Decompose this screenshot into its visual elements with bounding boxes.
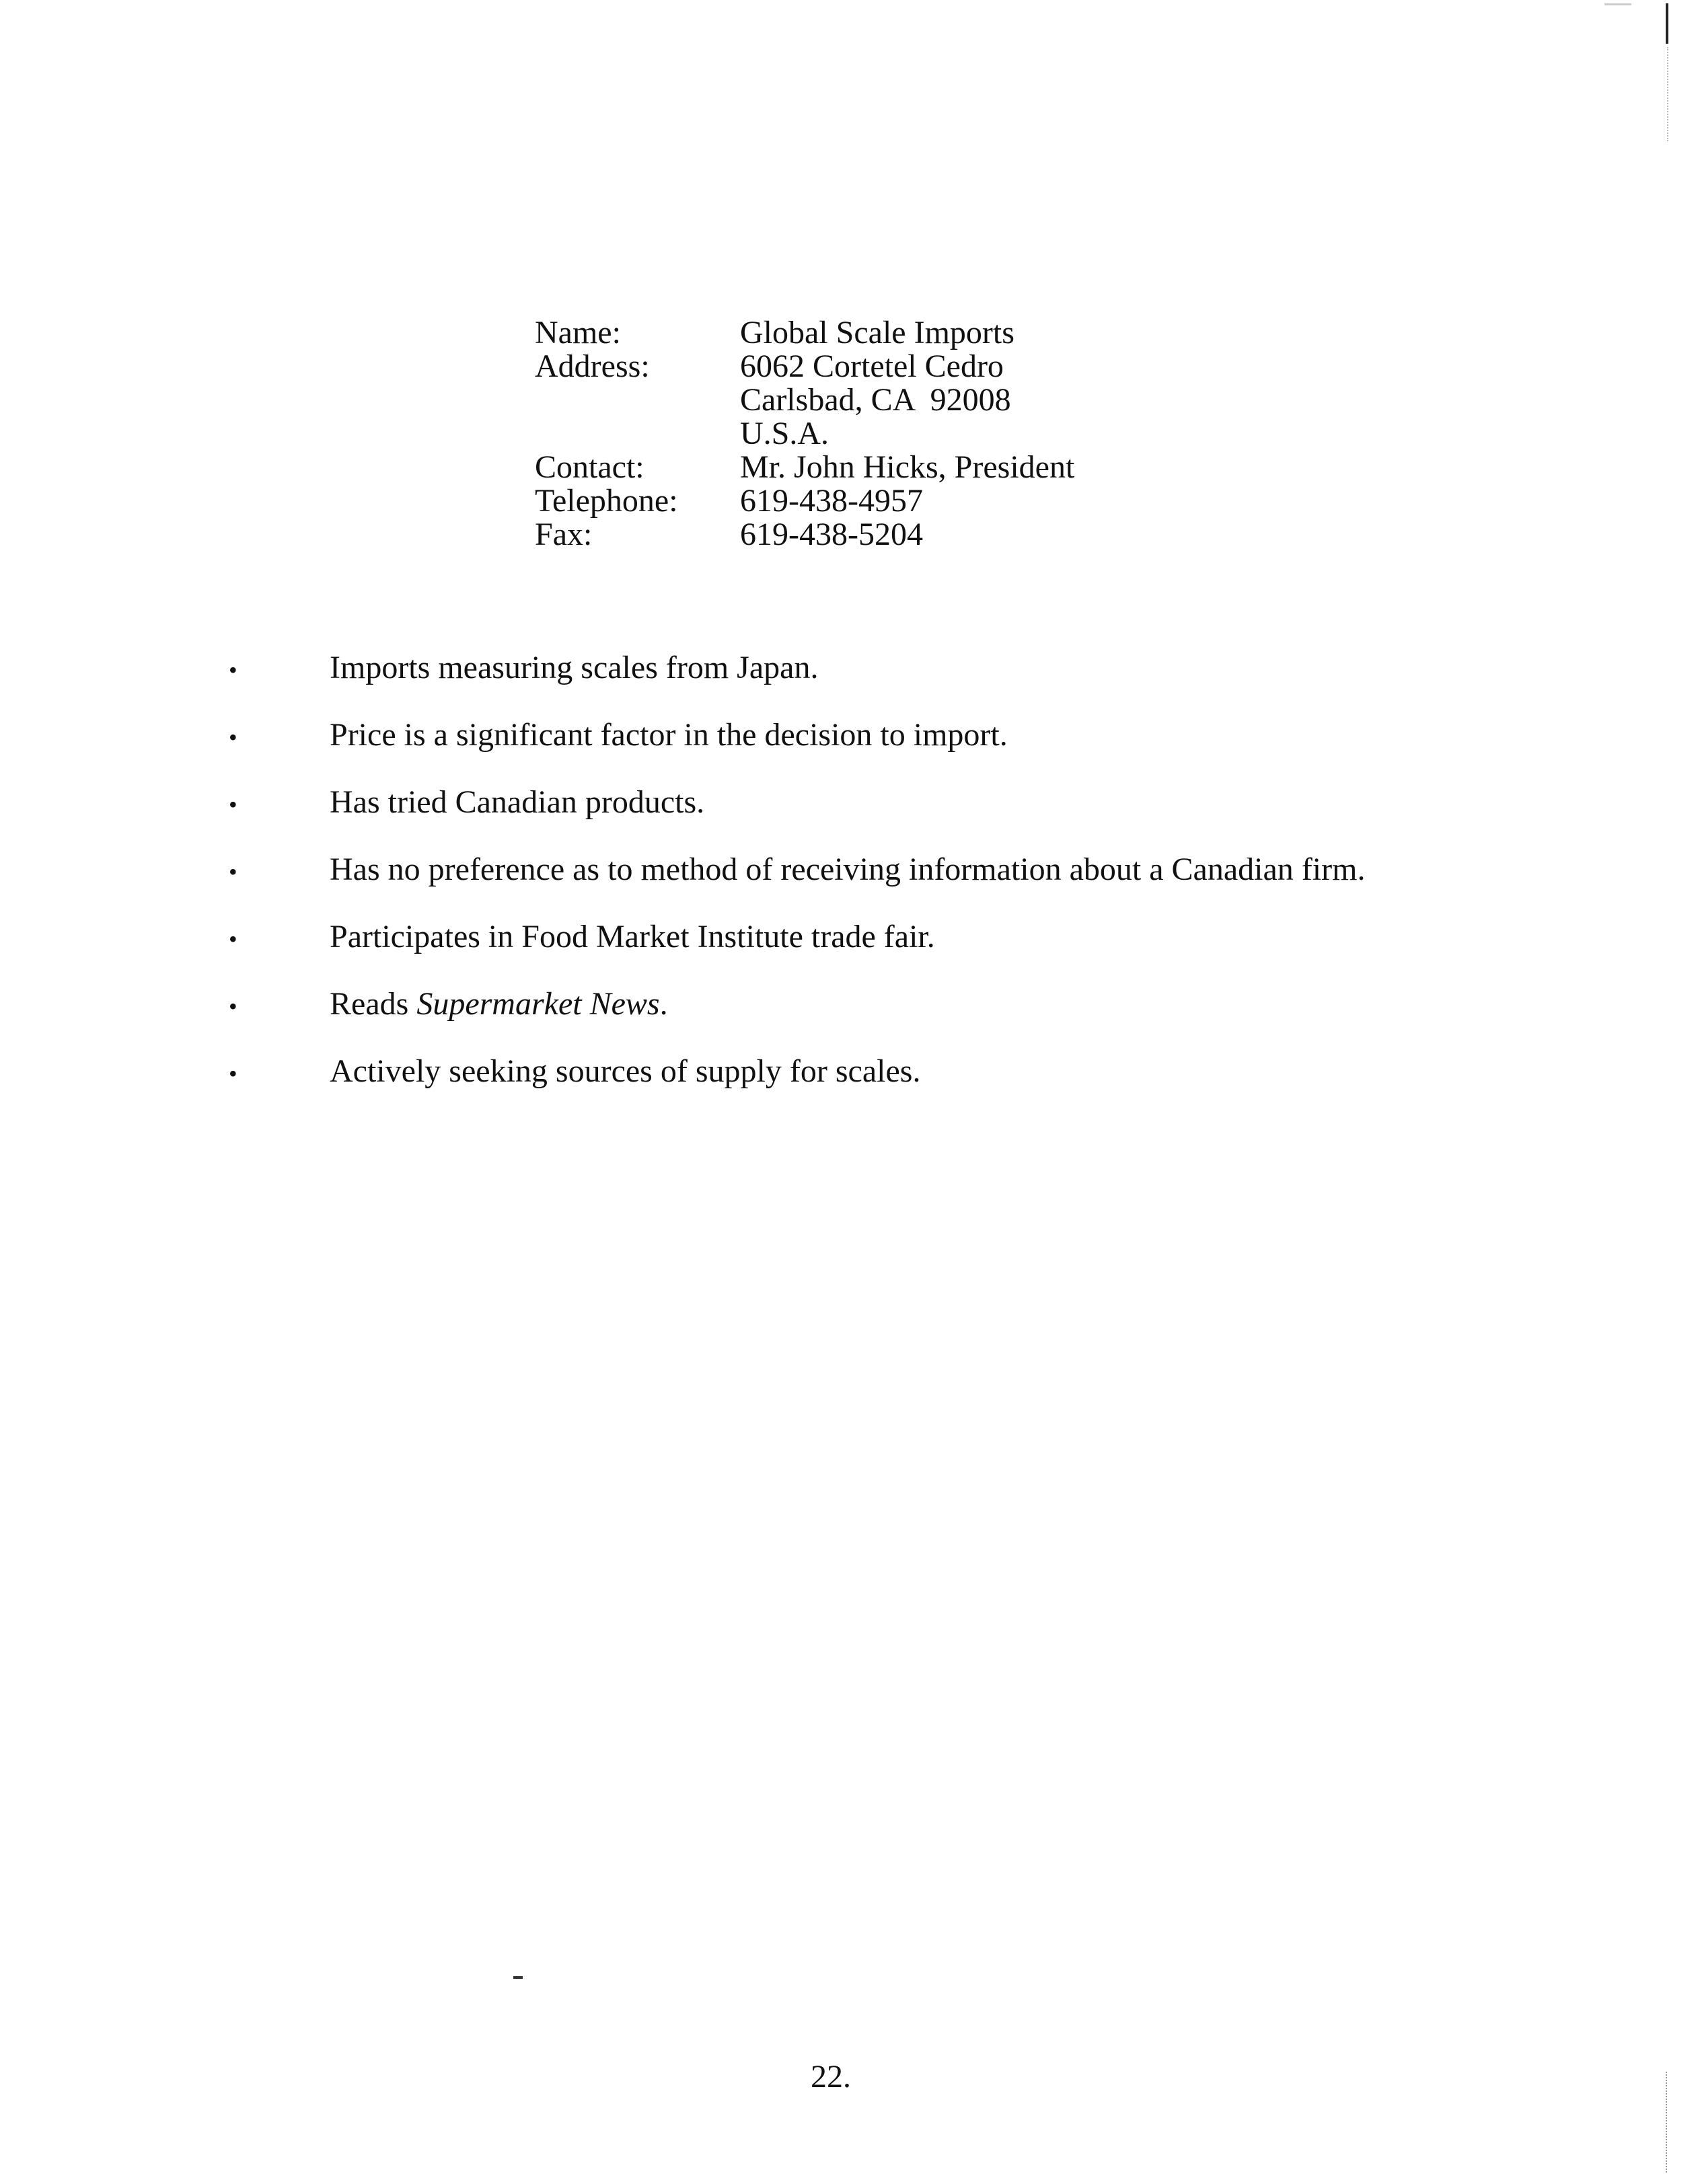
bullet-text-suffix: . (659, 986, 668, 1022)
list-item (222, 985, 1365, 1053)
telephone-label: Telephone: (535, 483, 678, 519)
telephone-values (740, 484, 923, 518)
contact-values (740, 451, 1074, 484)
scan-edge-dots-bottom (1666, 2072, 1668, 2173)
contact-row-telephone (535, 484, 1074, 518)
bullet-text: Participates in Food Market Institute trade fair. (330, 919, 935, 954)
contact-label: Contact: (535, 449, 644, 485)
bullet-icon: • (229, 926, 237, 952)
page-number: 22. (811, 2059, 851, 2095)
name-values (740, 316, 1014, 350)
name-label: Name: (535, 315, 621, 350)
bullet-text: Imports measuring scales from Japan. (330, 650, 819, 685)
address-line-2: Carlsbad, CA 92008 (740, 382, 1011, 418)
bullet-icon: • (229, 993, 237, 1020)
list-item (222, 784, 1365, 851)
bullet-icon: • (229, 791, 237, 818)
publication-title: Supermarket News (416, 986, 660, 1022)
contact-row-contact (535, 451, 1074, 484)
telephone-number: 619-438-4957 (740, 483, 923, 519)
contact-info-block (535, 316, 1074, 552)
fax-values (740, 518, 923, 552)
contact-row-fax (535, 518, 1074, 552)
fax-number: 619-438-5204 (740, 517, 923, 552)
bullet-text: Price is a significant factor in the decision to import. (330, 717, 1008, 753)
scan-edge-mark-top (1666, 3, 1668, 44)
list-item (222, 716, 1365, 784)
list-item (222, 851, 1365, 918)
list-item (222, 649, 1365, 716)
scan-corner-mark (1604, 3, 1631, 5)
bullet-text: Actively seeking sources of supply for scales. (330, 1053, 921, 1089)
address-line-3: U.S.A. (740, 416, 829, 451)
company-name: Global Scale Imports (740, 315, 1014, 350)
bullet-list (222, 649, 1365, 1120)
bullet-text: Has tried Canadian products. (330, 784, 705, 820)
bullet-icon: • (229, 724, 237, 751)
address-label: Address: (535, 348, 650, 384)
scan-edge-dots-top (1667, 47, 1670, 141)
bullet-text: Has no preference as to method of receiving information about a Canadian firm. (330, 852, 1366, 887)
bullet-text-prefix: Reads (330, 986, 417, 1022)
fax-label: Fax: (535, 517, 593, 552)
bullet-text (330, 985, 668, 1022)
address-values (740, 350, 1011, 451)
stray-dash-mark (513, 1976, 523, 1979)
list-item (222, 918, 1365, 985)
list-item (222, 1053, 1365, 1120)
address-line-1: 6062 Cortetel Cedro (740, 348, 1004, 384)
contact-row-address (535, 350, 1074, 451)
contact-row-name (535, 316, 1074, 350)
bullet-icon: • (229, 1060, 237, 1087)
bullet-icon: • (229, 656, 237, 683)
contact-person: Mr. John Hicks, President (740, 449, 1075, 485)
bullet-icon: • (229, 858, 237, 885)
